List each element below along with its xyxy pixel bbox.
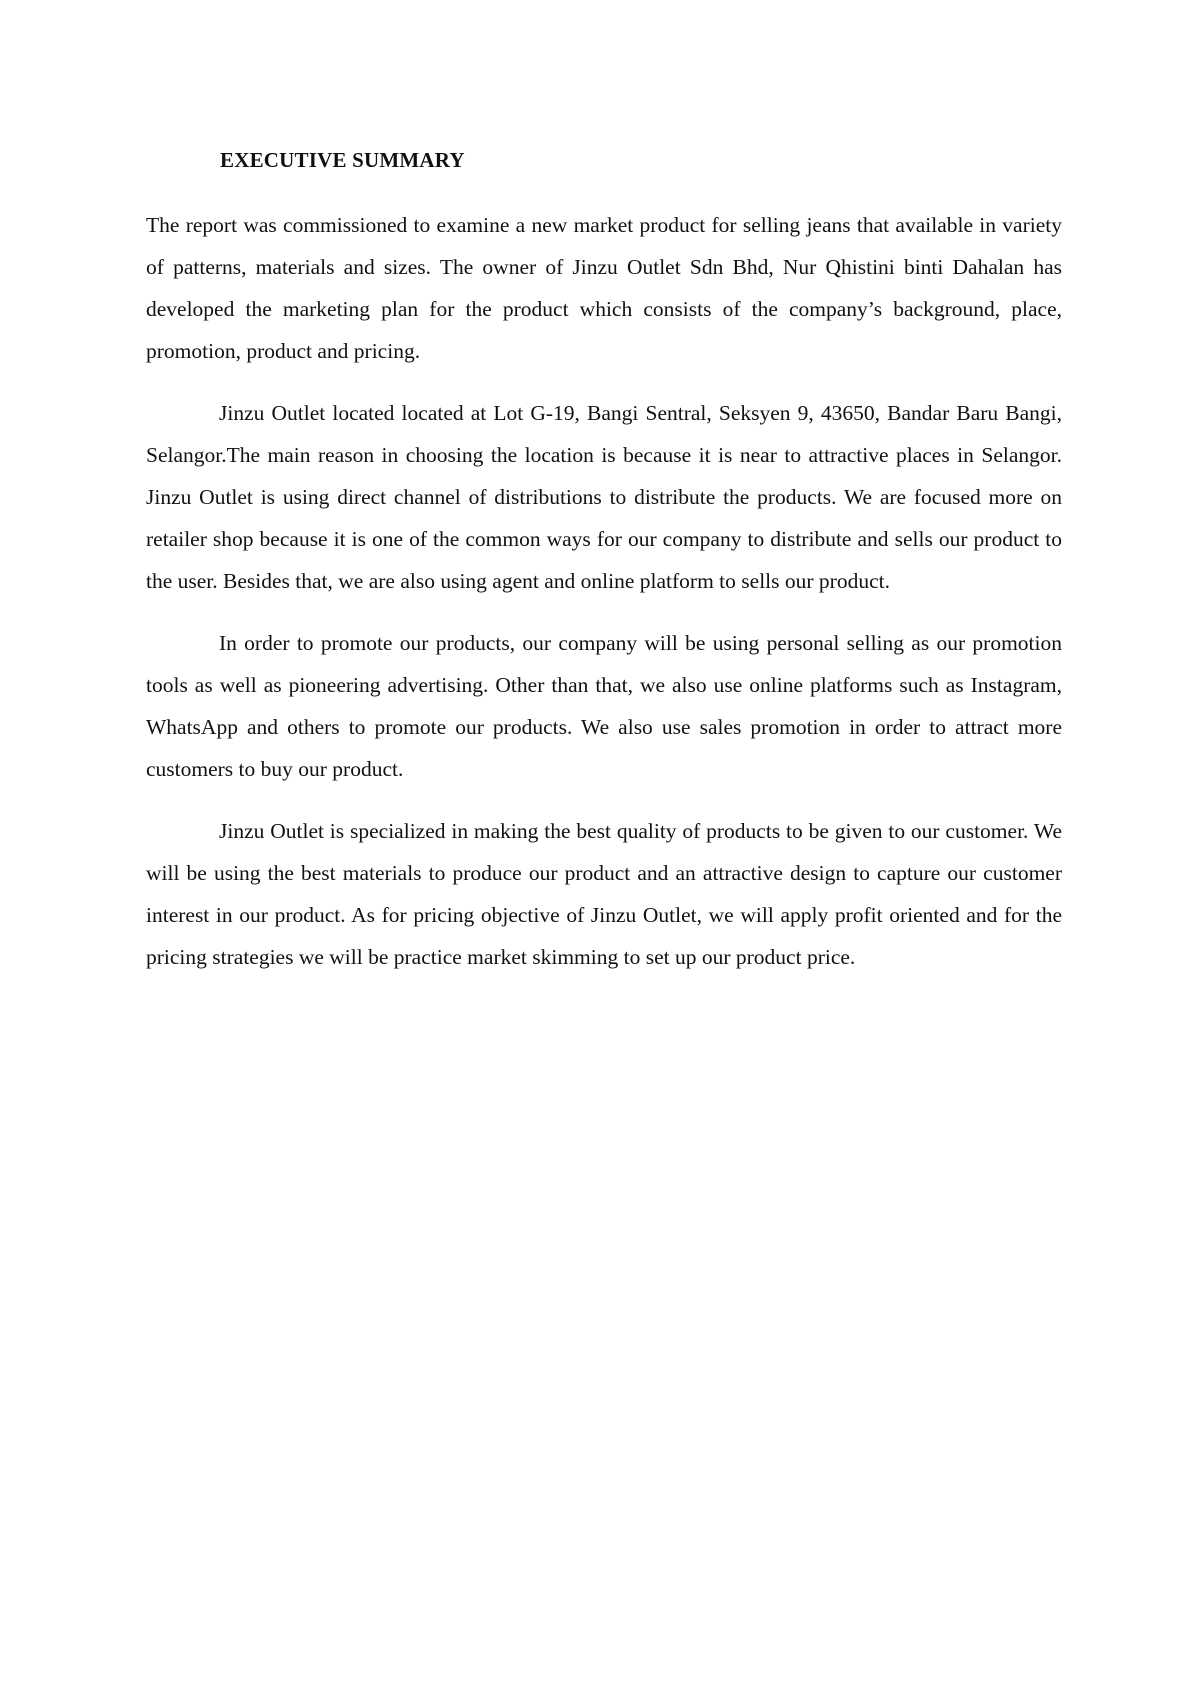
- paragraph-promotion: In order to promote our products, our company will be using personal selling as our promotion tools as well as pioneering advertising. Other than that, we also use online platforms such as Instagram, WhatsApp and others to promote our products. We also use sales promotion in order to attract more customers to buy our product.: [146, 631, 1062, 781]
- document-body: [146, 204, 1062, 998]
- paragraph-introduction: The report was commissioned to examine a new market product for selling jeans that available in variety of patterns, materials and sizes. The owner of Jinzu Outlet Sdn Bhd, Nur Qhistini binti Dahalan has developed the marketing plan for the product which consists of the company’s background, place, promotion, product and pricing.: [146, 213, 1062, 363]
- paragraph-place: Jinzu Outlet located located at Lot G-19, Bangi Sentral, Seksyen 9, 43650, Bandar Baru Bangi, Selangor.The main reason in choosing the location is because it is near to attractive places in Selangor. Jinzu Outlet is using direct channel of distributions to distribute the products. We are focused more on retailer shop because it is one of the common ways for our company to distribute and sells our product to the user. Besides that, we are also using agent and online platform to sells our product.: [146, 401, 1062, 593]
- executive-summary-heading: EXECUTIVE SUMMARY: [220, 148, 465, 172]
- paragraph-product-pricing: Jinzu Outlet is specialized in making the best quality of products to be given to our customer. We will be using the best materials to produce our product and an attractive design to capture our customer interest in our product. As for pricing objective of Jinzu Outlet, we will apply profit oriented and for the pricing strategies we will be practice market skimming to set up our product price.: [146, 819, 1062, 969]
